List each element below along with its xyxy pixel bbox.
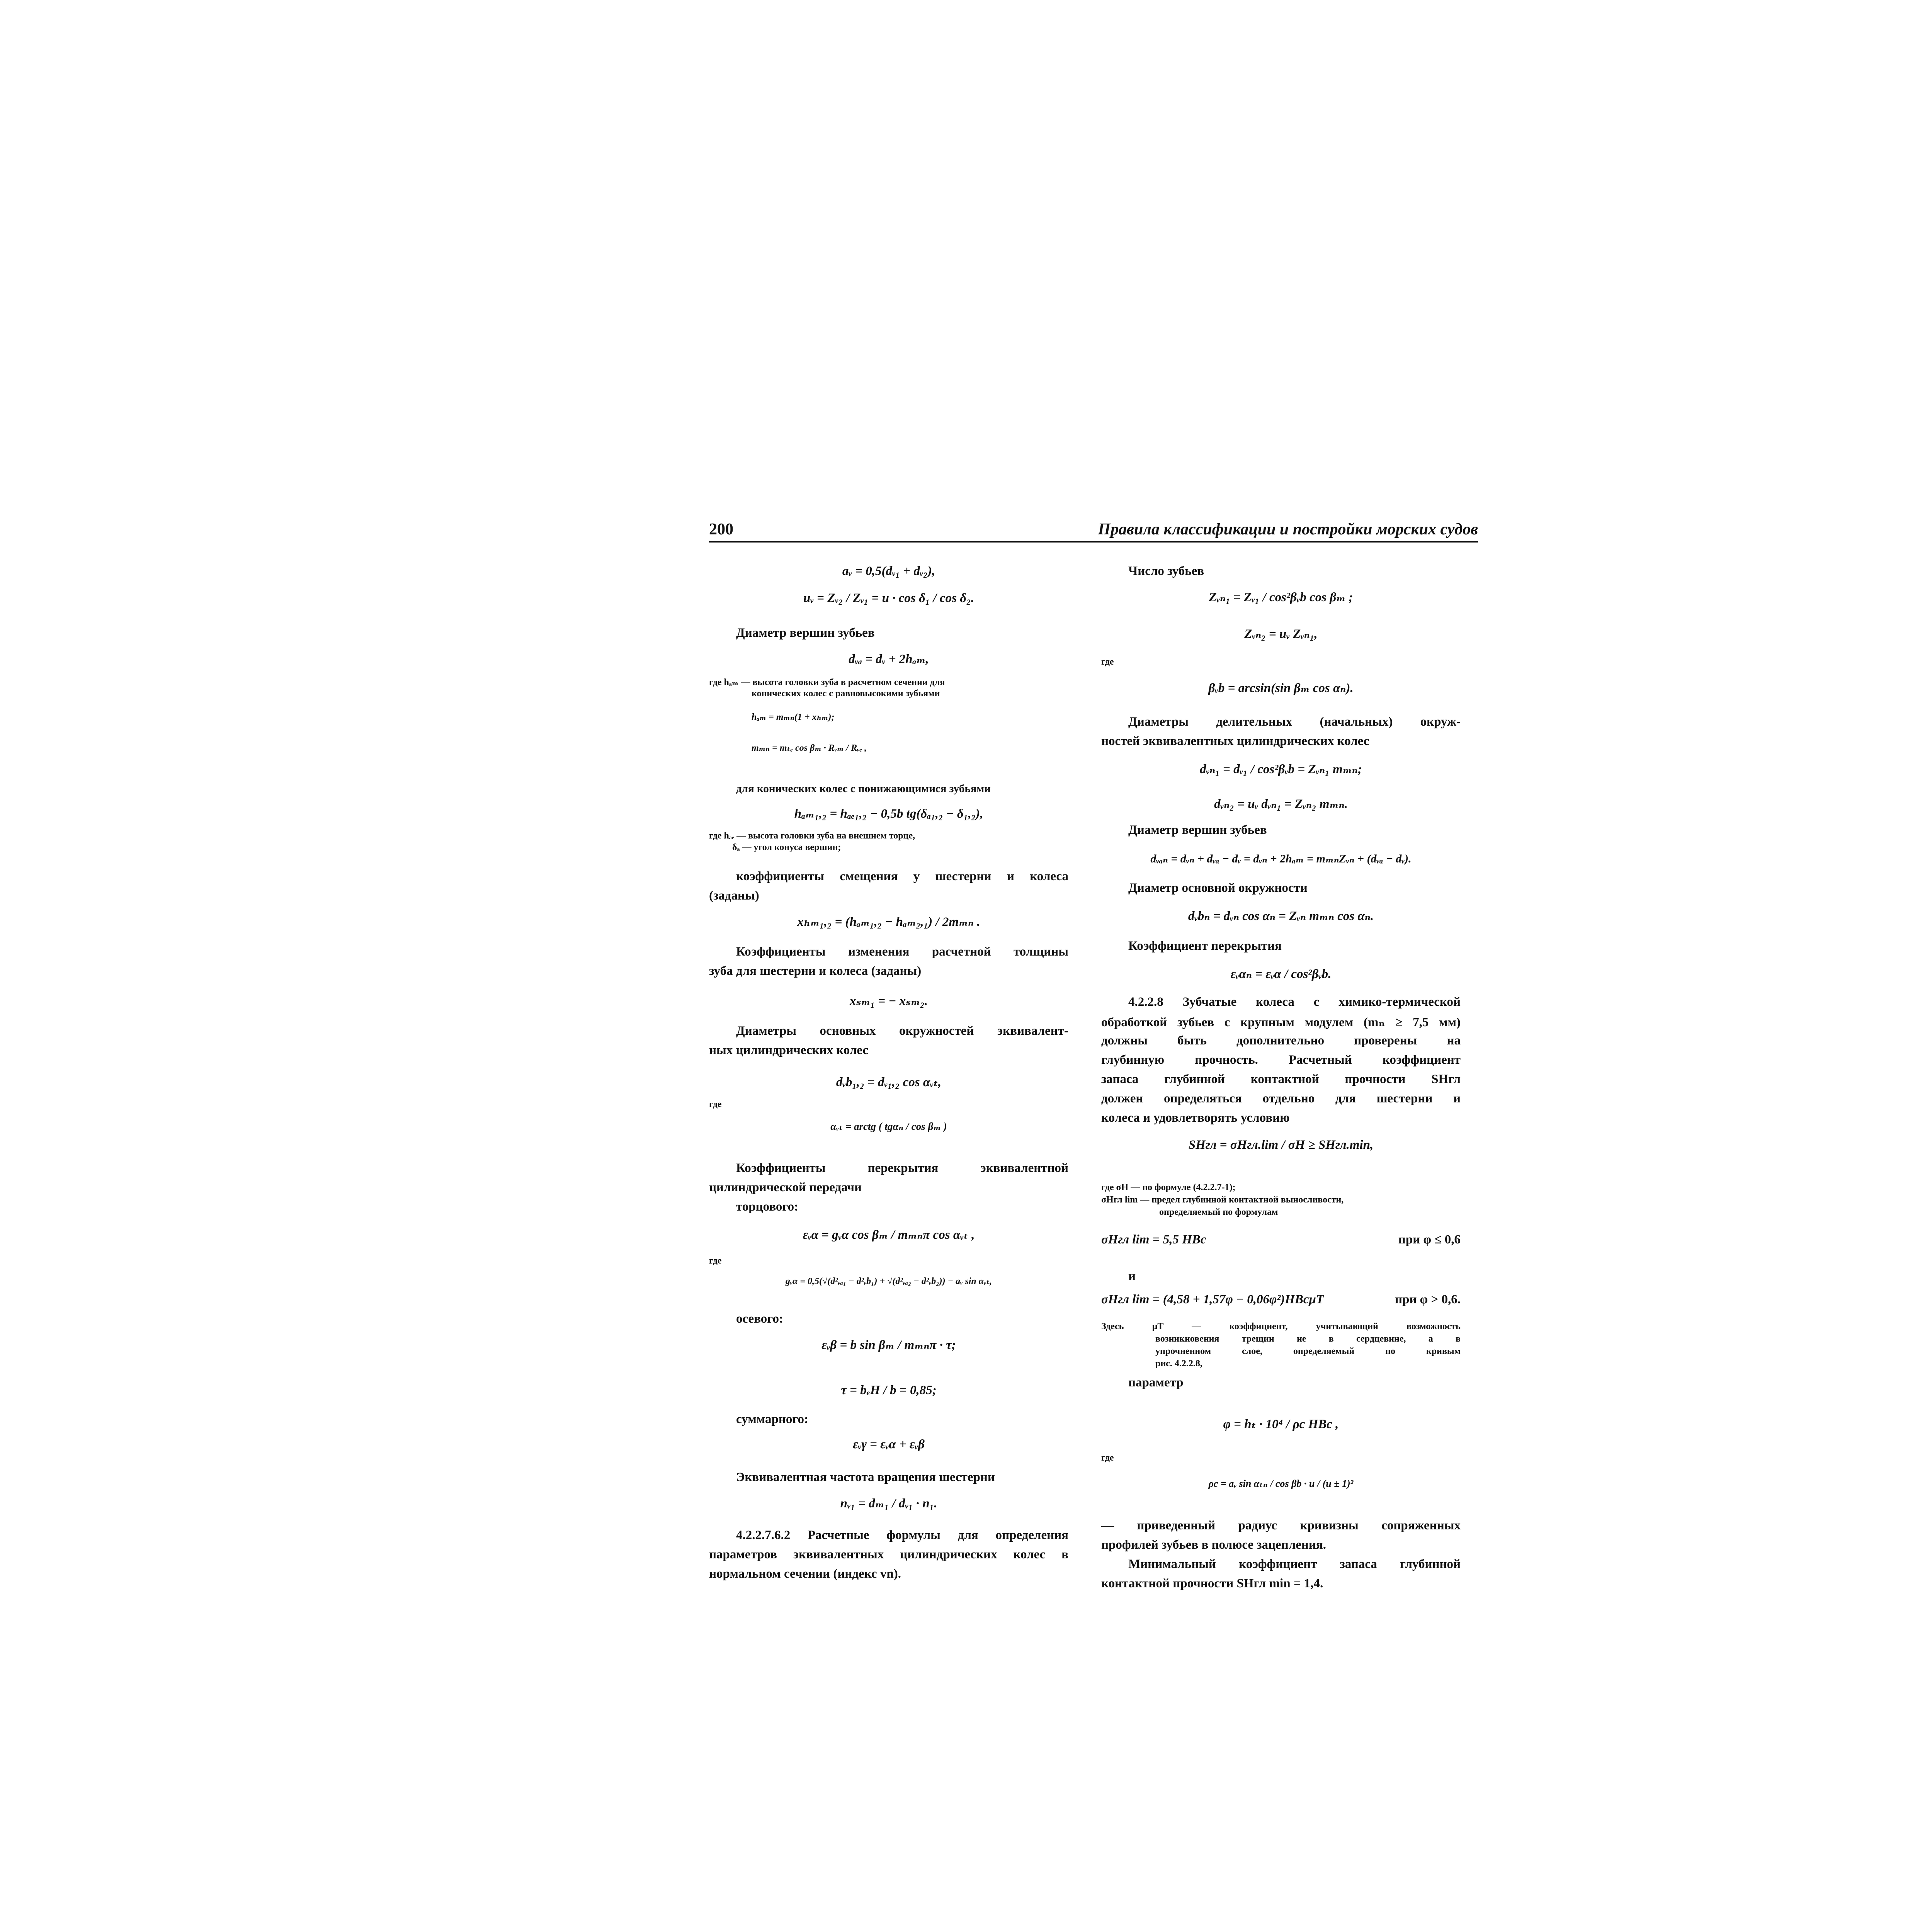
note-mu-d: рис. 4.2.2.8,	[1155, 1359, 1202, 1369]
page-number: 200	[709, 520, 733, 538]
note-mu-b: возникновения трещин не в сердцевине, а в	[1155, 1334, 1461, 1344]
where-ham-a: где hₐₘ — высота головки зуба в расчетном сечении для	[709, 677, 945, 687]
section-428-c: должны быть дополнительно проверены на	[1101, 1034, 1461, 1048]
text-shift-coeff-a: коэффициенты смещения у шестерни и колеса	[736, 869, 1068, 883]
formula-shgl: SHгл = σHгл.lim / σH ≥ SHгл.min,	[1188, 1138, 1374, 1152]
section-428-f: должен определяться отдельно для шестерни и	[1101, 1092, 1461, 1105]
text-shift-coeff-b: (заданы)	[709, 889, 759, 903]
formula-evan: εᵥαₙ = εᵥα / cos²βᵥb.	[1230, 967, 1332, 981]
formula-xsm: xₛₘ₁ = − xₛₘ₂.	[850, 994, 928, 1008]
text-equivalent-speed: Эквивалентная частота вращения шестерни	[736, 1470, 995, 1484]
where-label-3: где	[1101, 657, 1114, 667]
text-overlap-b: цилиндрической передачи	[709, 1180, 862, 1194]
formula-dvn2: dᵥₙ₂ = uᵥ dᵥₙ₁ = Zᵥₙ₂ mₘₙ.	[1214, 797, 1348, 811]
text-overlap-a: Коэффициенты перекрытия эквивалентной	[736, 1161, 1068, 1175]
section-428-d: глубинную прочность. Расчетный коэффициент	[1101, 1053, 1461, 1067]
formula-uv: uᵥ = Zᵥ₂ / Zᵥ₁ = u · cos δ₁ / cos δ₂.	[803, 591, 974, 605]
section-4227-c: нормальном сечении (индекс vn).	[709, 1567, 901, 1581]
where-label-1: где	[709, 1099, 722, 1109]
formula-dvan: dᵥₐₙ = dᵥₙ + dᵥₐ − dᵥ = dᵥₙ + 2hₐₘ = mₘₙZᵥₙ + (dᵥₐ − dᵥ).	[1150, 852, 1412, 865]
formula-ham: hₐₘ = mₘₙ(1 + xₕₘ);	[752, 712, 835, 722]
condition-phi-gt: при φ > 0,6.	[1395, 1293, 1461, 1306]
text-base-circles-b: ных цилиндрических колес	[709, 1043, 869, 1057]
heading-tip-diameter: Диаметр вершин зубьев	[736, 626, 875, 640]
text-base-circles-a: Диаметры основных окружностей эквивалент-	[736, 1024, 1068, 1038]
document-page	[709, 510, 1478, 1708]
note-mu-c: упрочненном слое, определяемый по кривым	[1155, 1346, 1461, 1356]
text-thickness-b: зуба для шестерни и колеса (заданы)	[709, 964, 922, 978]
formula-dvn1: dᵥₙ₁ = dᵥ₁ / cos²βᵥb = Zᵥₙ₁ mₘₙ;	[1200, 762, 1362, 776]
text-thickness-a: Коэффициенты изменения расчетной толщины	[736, 945, 1068, 959]
text-base-circle: Диаметр основной окружности	[1128, 881, 1308, 895]
where-sigma-h: где σH — по формуле (4.2.2.7-1);	[1101, 1182, 1236, 1192]
where-delta-a: δₐ — угол конуса вершин;	[732, 842, 841, 852]
text-transverse: торцового:	[736, 1200, 799, 1214]
formula-dvb: dᵥb₁,₂ = dᵥ₁,₂ cos αᵥₜ,	[836, 1075, 942, 1089]
text-decreasing-teeth: для конических колес с понижающимися зубьями	[736, 782, 991, 795]
text-axial: осевого:	[736, 1312, 783, 1326]
text-parameter: параметр	[1128, 1376, 1184, 1389]
formula-sigma-lim-2: σHгл lim = (4,58 + 1,57φ − 0,06φ²)HBcμT	[1101, 1293, 1324, 1306]
formula-evg: εᵥγ = εᵥα + εᵥβ	[853, 1437, 925, 1451]
formula-xhm: xₕₘ₁,₂ = (hₐₘ₁,₂ − hₐₘ₂,₁) / 2mₘₙ .	[797, 915, 980, 929]
formula-avt: αᵥₜ = arctg ( tgαₙ / cos βₘ )	[830, 1121, 947, 1132]
formula-gva: gᵥα = 0,5(√(d²ᵥₐ₁ − d²ᵥb₁) + √(d²ᵥₐ₂ − d²ᵥb₂)) − aᵥ sin αᵥₜ,	[785, 1276, 992, 1286]
formula-eva: εᵥα = gᵥα cos βₘ / mₘₙπ cos αᵥₜ ,	[803, 1228, 975, 1242]
section-428-a: 4.2.2.8 Зубчатые колеса с химико-термической	[1128, 995, 1461, 1009]
running-title: Правила классификации и постройки морских судов	[1098, 520, 1478, 538]
formula-evb: εᵥβ = b sin βₘ / mₘₙπ · τ;	[821, 1338, 956, 1352]
text-reduced-radius-a: — приведенный радиус кривизны сопряженных	[1101, 1519, 1461, 1532]
text-tip-diameter: Диаметр вершин зубьев	[1128, 823, 1267, 837]
where-hae: где hₐₑ — высота головки зуба на внешнем торце,	[709, 831, 915, 841]
section-428-b: обработкой зубьев с крупным модулем (mₙ ≥ 7,5 мм)	[1101, 1015, 1461, 1029]
section-4227-b: параметров эквивалентных цилиндрических колес в	[709, 1548, 1068, 1561]
formula-dva: dᵥₐ = dᵥ + 2hₐₘ,	[849, 652, 929, 666]
text-min-safety-a: Минимальный коэффициент запаса глубинной	[1128, 1557, 1461, 1571]
page-header	[709, 518, 1478, 543]
where-ham-b: конических колес с равновысокими зубьями	[752, 689, 940, 699]
where-label-2: где	[709, 1256, 722, 1266]
condition-phi-le: при φ ≤ 0,6	[1398, 1233, 1461, 1247]
formula-mmn: mₘₙ = mₜₑ cos βₘ · Rᵥₘ / Rᵥₑ ,	[752, 743, 867, 753]
text-number-of-teeth: Число зубьев	[1128, 564, 1204, 578]
formula-phi: φ = hₜ · 10⁴ / ρc HBc ,	[1223, 1417, 1339, 1431]
formula-bvb: βᵥb = arcsin(sin βₘ cos αₙ).	[1208, 681, 1354, 695]
where-label-4: где	[1101, 1453, 1114, 1463]
formula-dvbn: dᵥbₙ = dᵥₙ cos αₙ = Zᵥₙ mₘₙ cos αₙ.	[1188, 909, 1374, 923]
formula-av: aᵥ = 0,5(dᵥ₁ + dᵥ₂),	[842, 564, 935, 578]
text-total: суммарного:	[736, 1412, 809, 1426]
where-sigma-lim-b: определяемый по формулам	[1159, 1207, 1278, 1217]
formula-sigma-lim-1: σHгл lim = 5,5 HBc	[1101, 1233, 1206, 1247]
where-sigma-lim-a: σHгл lim — предел глубинной контактной выносливости,	[1101, 1195, 1344, 1205]
section-428-g: колеса и удовлетворять условию	[1101, 1111, 1290, 1125]
note-mu-a: Здесь μT — коэффициент, учитывающий возможность	[1101, 1321, 1461, 1332]
text-pitch-b: ностей эквивалентных цилиндрических колес	[1101, 734, 1369, 748]
formula-ham12: hₐₘ₁,₂ = hₐₑ₁,₂ − 0,5b tg(δₐ₁,₂ − δ₁,₂),	[794, 807, 983, 821]
section-4227-a: 4.2.2.7.6.2 Расчетные формулы для определения	[736, 1528, 1068, 1542]
formula-tau: τ = bₑH / b = 0,85;	[841, 1383, 937, 1397]
formula-rho-c: ρc = aᵥ sin αₜₙ / cos βb · u / (u ± 1)²	[1208, 1478, 1354, 1489]
formula-zvn1: Zᵥₙ₁ = Zᵥ₁ / cos²βᵥb cos βₘ ;	[1209, 590, 1353, 604]
text-pitch-a: Диаметры делительных (начальных) окруж-	[1128, 715, 1461, 729]
formula-nv1: nᵥ₁ = dₘ₁ / dᵥ₁ · n₁.	[840, 1497, 937, 1510]
text-contact-ratio: Коэффициент перекрытия	[1128, 939, 1282, 953]
section-428-e: запаса глубинной контактной прочности SHгл	[1101, 1072, 1461, 1086]
formula-zvn2: Zᵥₙ₂ = uᵥ Zᵥₙ₁,	[1244, 627, 1318, 641]
text-reduced-radius-b: профилей зубьев в полюсе зацепления.	[1101, 1538, 1326, 1552]
text-and: и	[1128, 1269, 1136, 1283]
text-min-safety-b: контактной прочности SHгл min = 1,4.	[1101, 1577, 1323, 1590]
